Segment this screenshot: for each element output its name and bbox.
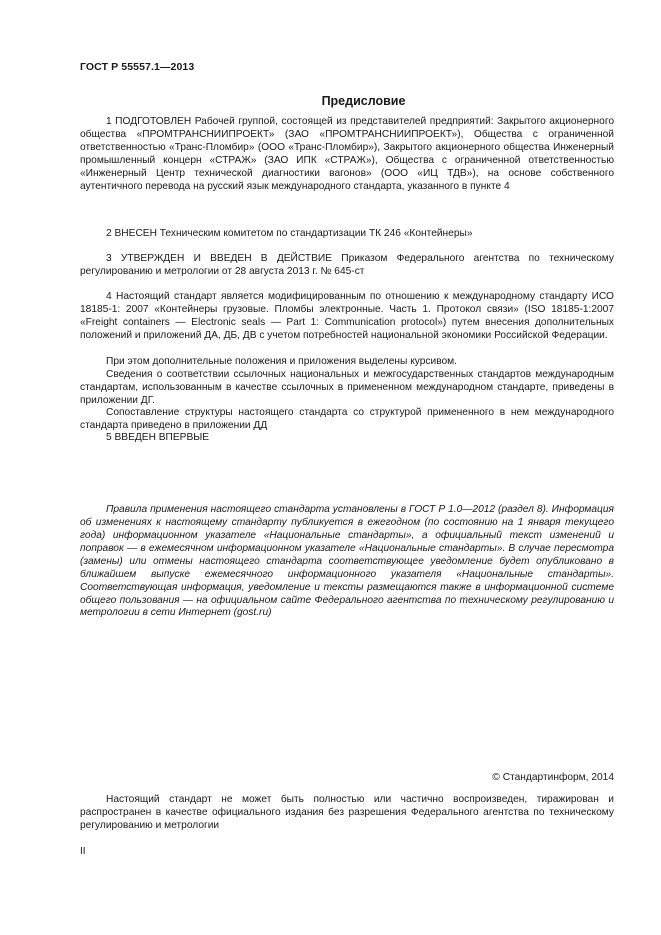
notice-paragraph: Правила применения настоящего стандарта установлены в ГОСТ Р 1.0—2012 (раздел 8). Информация об изменениях к настоящему стандарту публикуется в ежегодном (по состоянию на 1 января текущего года) информационном указателе «Национальные стандарты», а официальный текст изменений и поправок — в ежемесячном информационном указателе «Национальные стандарты». В случае пересмотра (замены) или отмены настоящего стандарта соответствующее уведомление будет опубликовано в ближайшем выпуске ежемесячного информационного указателя «Национальные стандарты». Соответствующая информация, уведомление и тексты размещаются также в информационной системе общего пользования — на официальном сайте Федерального агентства по техническому регулированию и метрологии в сети Интернет (gost.ru) — [80, 504, 614, 619]
paragraph-2-submitted: 2 ВНЕСЕН Техническим комитетом по стандартизации ТК 246 «Контейнеры» — [106, 228, 473, 240]
paragraph-4-italic-note: При этом дополнительные положения и приложения выделены курсивом. — [106, 356, 457, 368]
standard-designation: ГОСТ Р 55557.1—2013 — [80, 61, 195, 73]
reproduction-notice: Настоящий стандарт не может быть полностью или частично воспроизведен, тиражирован и распространен в качестве официального издания без разрешения Федерального агентства по техническому регулированию и метрологии — [80, 794, 614, 831]
title-text: Предисловие — [321, 94, 406, 108]
paragraph-3-approved: 3 УТВЕРЖДЕН И ВВЕДЕН В ДЕЙСТВИЕ Приказом Федерального агентства по техническому регулированию и метрологии от 28 августа 2013 г. № 645-ст — [80, 253, 614, 278]
copyright: © Стандартинформ, 2014 — [492, 772, 614, 783]
paragraph-4-structure: Сопоставление структуры настоящего стандарта со структурой примененного в нем международного стандарта приведено в приложении ДД — [80, 407, 614, 432]
page-number: II — [80, 846, 86, 857]
paragraph-5-introduced: 5 ВВЕДЕН ВПЕРВЫЕ — [106, 432, 210, 444]
paragraph-4-modified: 4 Настоящий стандарт является модифицированным по отношению к международному стандарту ИСО 18185-1: 2007 «Контейнеры грузовые. Пломбы электронные. Часть 1. Протокол связи» (ISO 18185-1:2007 «Freight containers — Electronic seals — Part 1: Communication protocol») путем внесения дополнительных положений и приложений ДА, ДБ, ДВ с учетом потребностей национальной экономики Российской Федерации. — [80, 291, 614, 341]
paragraph-1-prepared: 1 ПОДГОТОВЛЕН Рабочей группой, состоящей из представителей предприятий: Закрытого акционерного общества «ПРОМТРАНСНИИПРОЕКТ» (ЗАО «ПРОМТРАНСНИИПРОЕКТ»), Общества с ограниченной ответственностью «Транс-Пломбир» (ООО «Транс-Пломбир»), Закрытого акционерного общества Инженерный промышленный концерн «СТРАЖ» (ЗАО ИПК «СТРАЖ»), Общества с ограниченной ответственностью «Инженерный Центр технической диагностики вагонов» (ООО «ИЦ ТДВ»), на основе собственного аутентичного перевода на русский язык международного стандарта, указанного в пункте 4 — [80, 116, 614, 192]
paragraph-4-references: Сведения о соответствии ссылочных национальных и межгосударственных стандартов международным стандартам, использованным в качестве ссылочных в примененном международном стандарте, приведены в приложении ДГ. — [80, 369, 614, 406]
page-title — [0, 94, 661, 108]
